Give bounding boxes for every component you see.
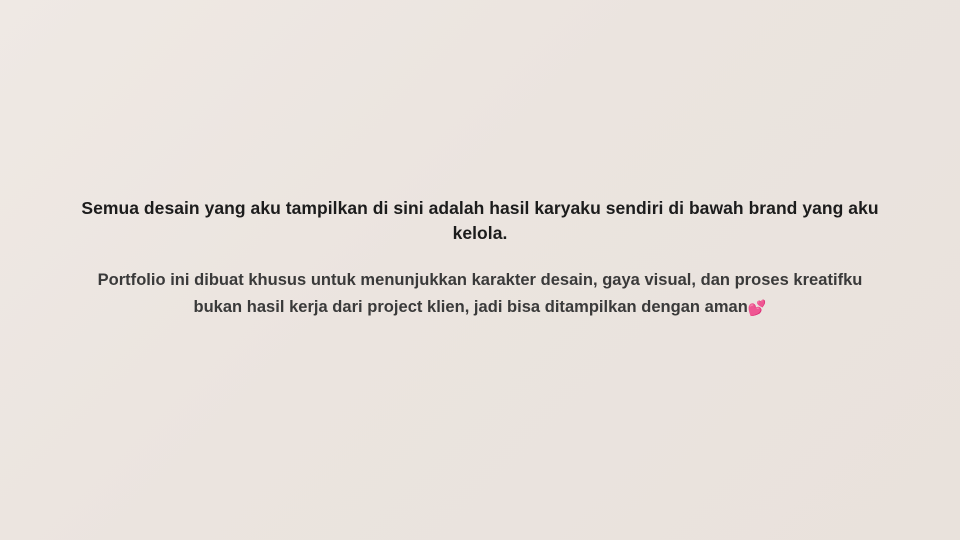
subtext-paragraph	[80, 267, 880, 321]
headline-text: Semua desain yang aku tampilkan di sini adalah hasil karyaku sendiri di bawah brand yang aku kelola.	[81, 198, 879, 244]
subtext-line-2: bukan hasil kerja dari project klien, jadi bisa ditampilkan dengan aman	[193, 297, 748, 316]
subtext-line-1: Portfolio ini dibuat khusus untuk menunjukkan karakter desain, gaya visual, dan proses kreatifku	[97, 270, 863, 289]
two-hearts-icon: 💕	[747, 299, 767, 317]
text-block	[0, 196, 960, 321]
